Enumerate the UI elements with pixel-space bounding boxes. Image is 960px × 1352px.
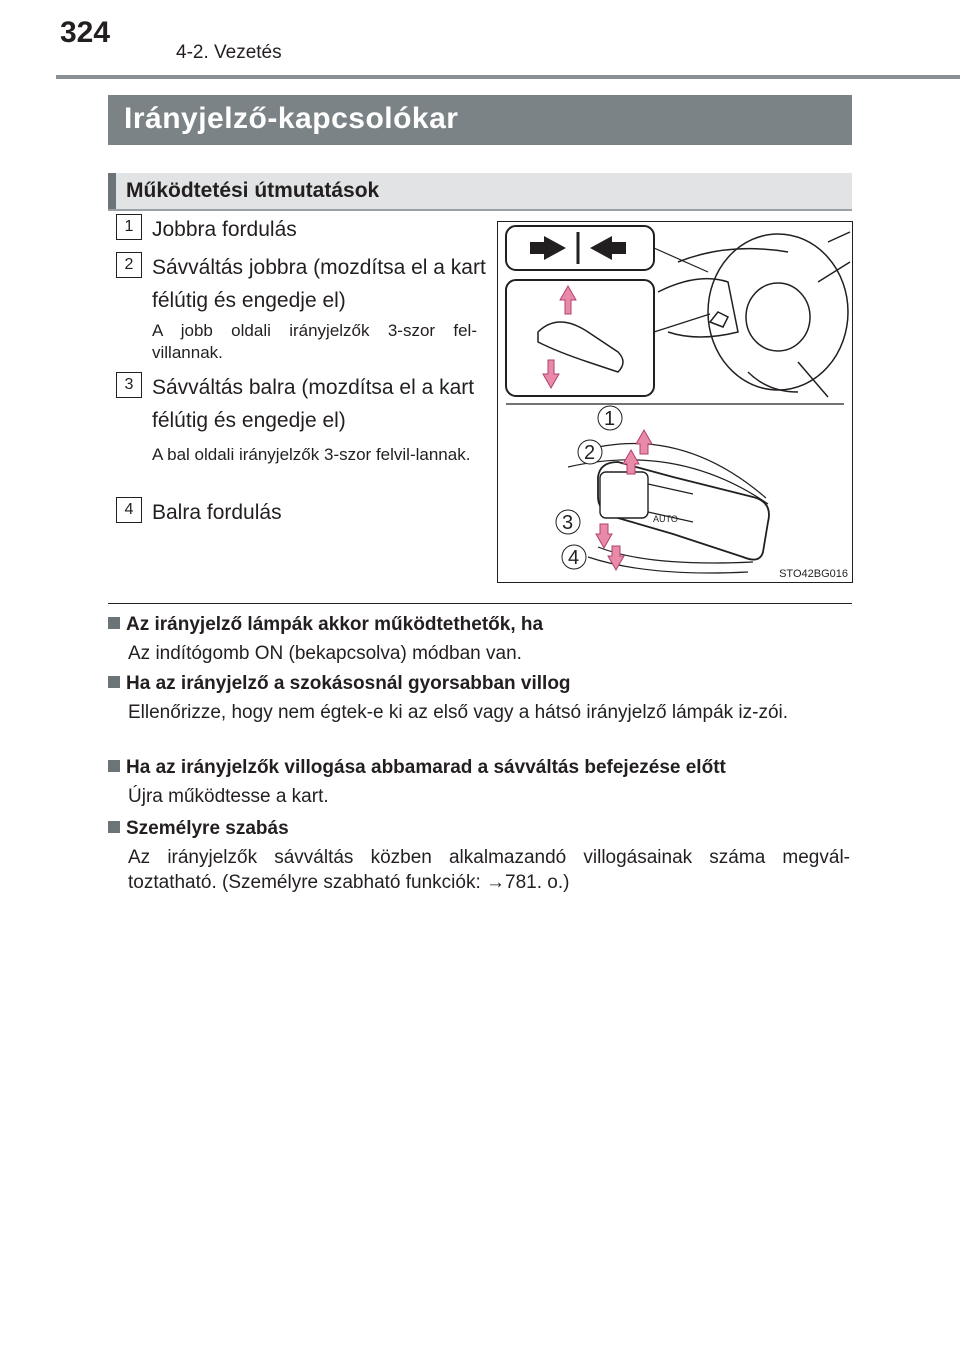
page-number: 324 xyxy=(60,16,111,49)
note-heading: Ha az irányjelző a szokásosnál gyorsabban villog xyxy=(126,673,571,694)
note-body: Újra működtesse a kart. xyxy=(128,786,329,807)
step-number: 1 xyxy=(116,214,142,240)
step-2-note: A jobb oldali irányjelzők 3-szor fel-villannak. xyxy=(152,321,477,362)
note-body: Ellenőrizze, hogy nem égtek-e ki az első vagy a hátsó irányjelző lámpák iz-zói. xyxy=(128,702,789,723)
step-text: Jobbra fordulás xyxy=(152,218,297,241)
note-heading-wrap xyxy=(108,818,289,840)
subtitle-accent xyxy=(108,173,116,209)
indicator-symbol-box xyxy=(506,226,708,272)
section-divider xyxy=(108,603,852,604)
callout-4-label: 4 xyxy=(568,547,580,569)
steering-wheel-illustration xyxy=(658,232,850,397)
title-bar xyxy=(108,95,852,145)
callout-1-label: 1 xyxy=(604,408,616,430)
bullet-square-icon xyxy=(108,617,120,629)
note-heading: Az irányjelző lámpák akkor működtethetők, ha xyxy=(126,614,544,635)
step-number: 3 xyxy=(116,372,142,398)
section-label: 4-2. Vezetés xyxy=(176,42,282,63)
note-body: Az indítógomb ON (bekapcsolva) módban van. xyxy=(128,643,522,664)
callout-2-label: 2 xyxy=(584,442,596,464)
subtitle: Működtetési útmutatások xyxy=(126,179,380,202)
lever-detail-box xyxy=(506,280,710,396)
bullet-square-icon xyxy=(108,821,120,833)
step-text: Sávváltás balra (mozdítsa el a kart félútig és engedje el) xyxy=(152,376,475,432)
step-text: Sávváltás jobbra (mozdítsa el a kart félútig és engedje el) xyxy=(152,256,486,312)
note-heading: Ha az irányjelzők villogása abbamarad a sávváltás befejezése előtt xyxy=(126,757,726,778)
note-heading-wrap xyxy=(108,757,726,779)
callout-3-label: 3 xyxy=(562,512,574,534)
figure-drawing xyxy=(498,222,852,582)
bullet-square-icon xyxy=(108,760,120,772)
note-heading-wrap xyxy=(108,673,571,695)
note-heading: Személyre szabás xyxy=(126,818,289,839)
header-rule xyxy=(56,75,960,79)
bullet-square-icon xyxy=(108,676,120,688)
note-body: Az irányjelzők sávváltás közben alkalmazandó villogásainak száma megvál-toztatható. (Személyre szabható funkciók: →781. o.) xyxy=(128,847,850,893)
subtitle-bar xyxy=(108,173,852,211)
turn-signal-lever-figure xyxy=(497,221,853,583)
figure-code: STO42BG016 xyxy=(779,568,848,580)
step-3-note: A bal oldali irányjelzők 3-szor felvil-lannak. xyxy=(152,445,471,464)
note-heading-wrap xyxy=(108,614,543,636)
lever-auto-label: AUTO xyxy=(653,514,678,524)
step-number: 4 xyxy=(116,497,142,523)
step-number: 2 xyxy=(116,252,142,278)
step-text: Balra fordulás xyxy=(152,501,282,524)
page-title: Irányjelző-kapcsolókar xyxy=(124,102,459,135)
